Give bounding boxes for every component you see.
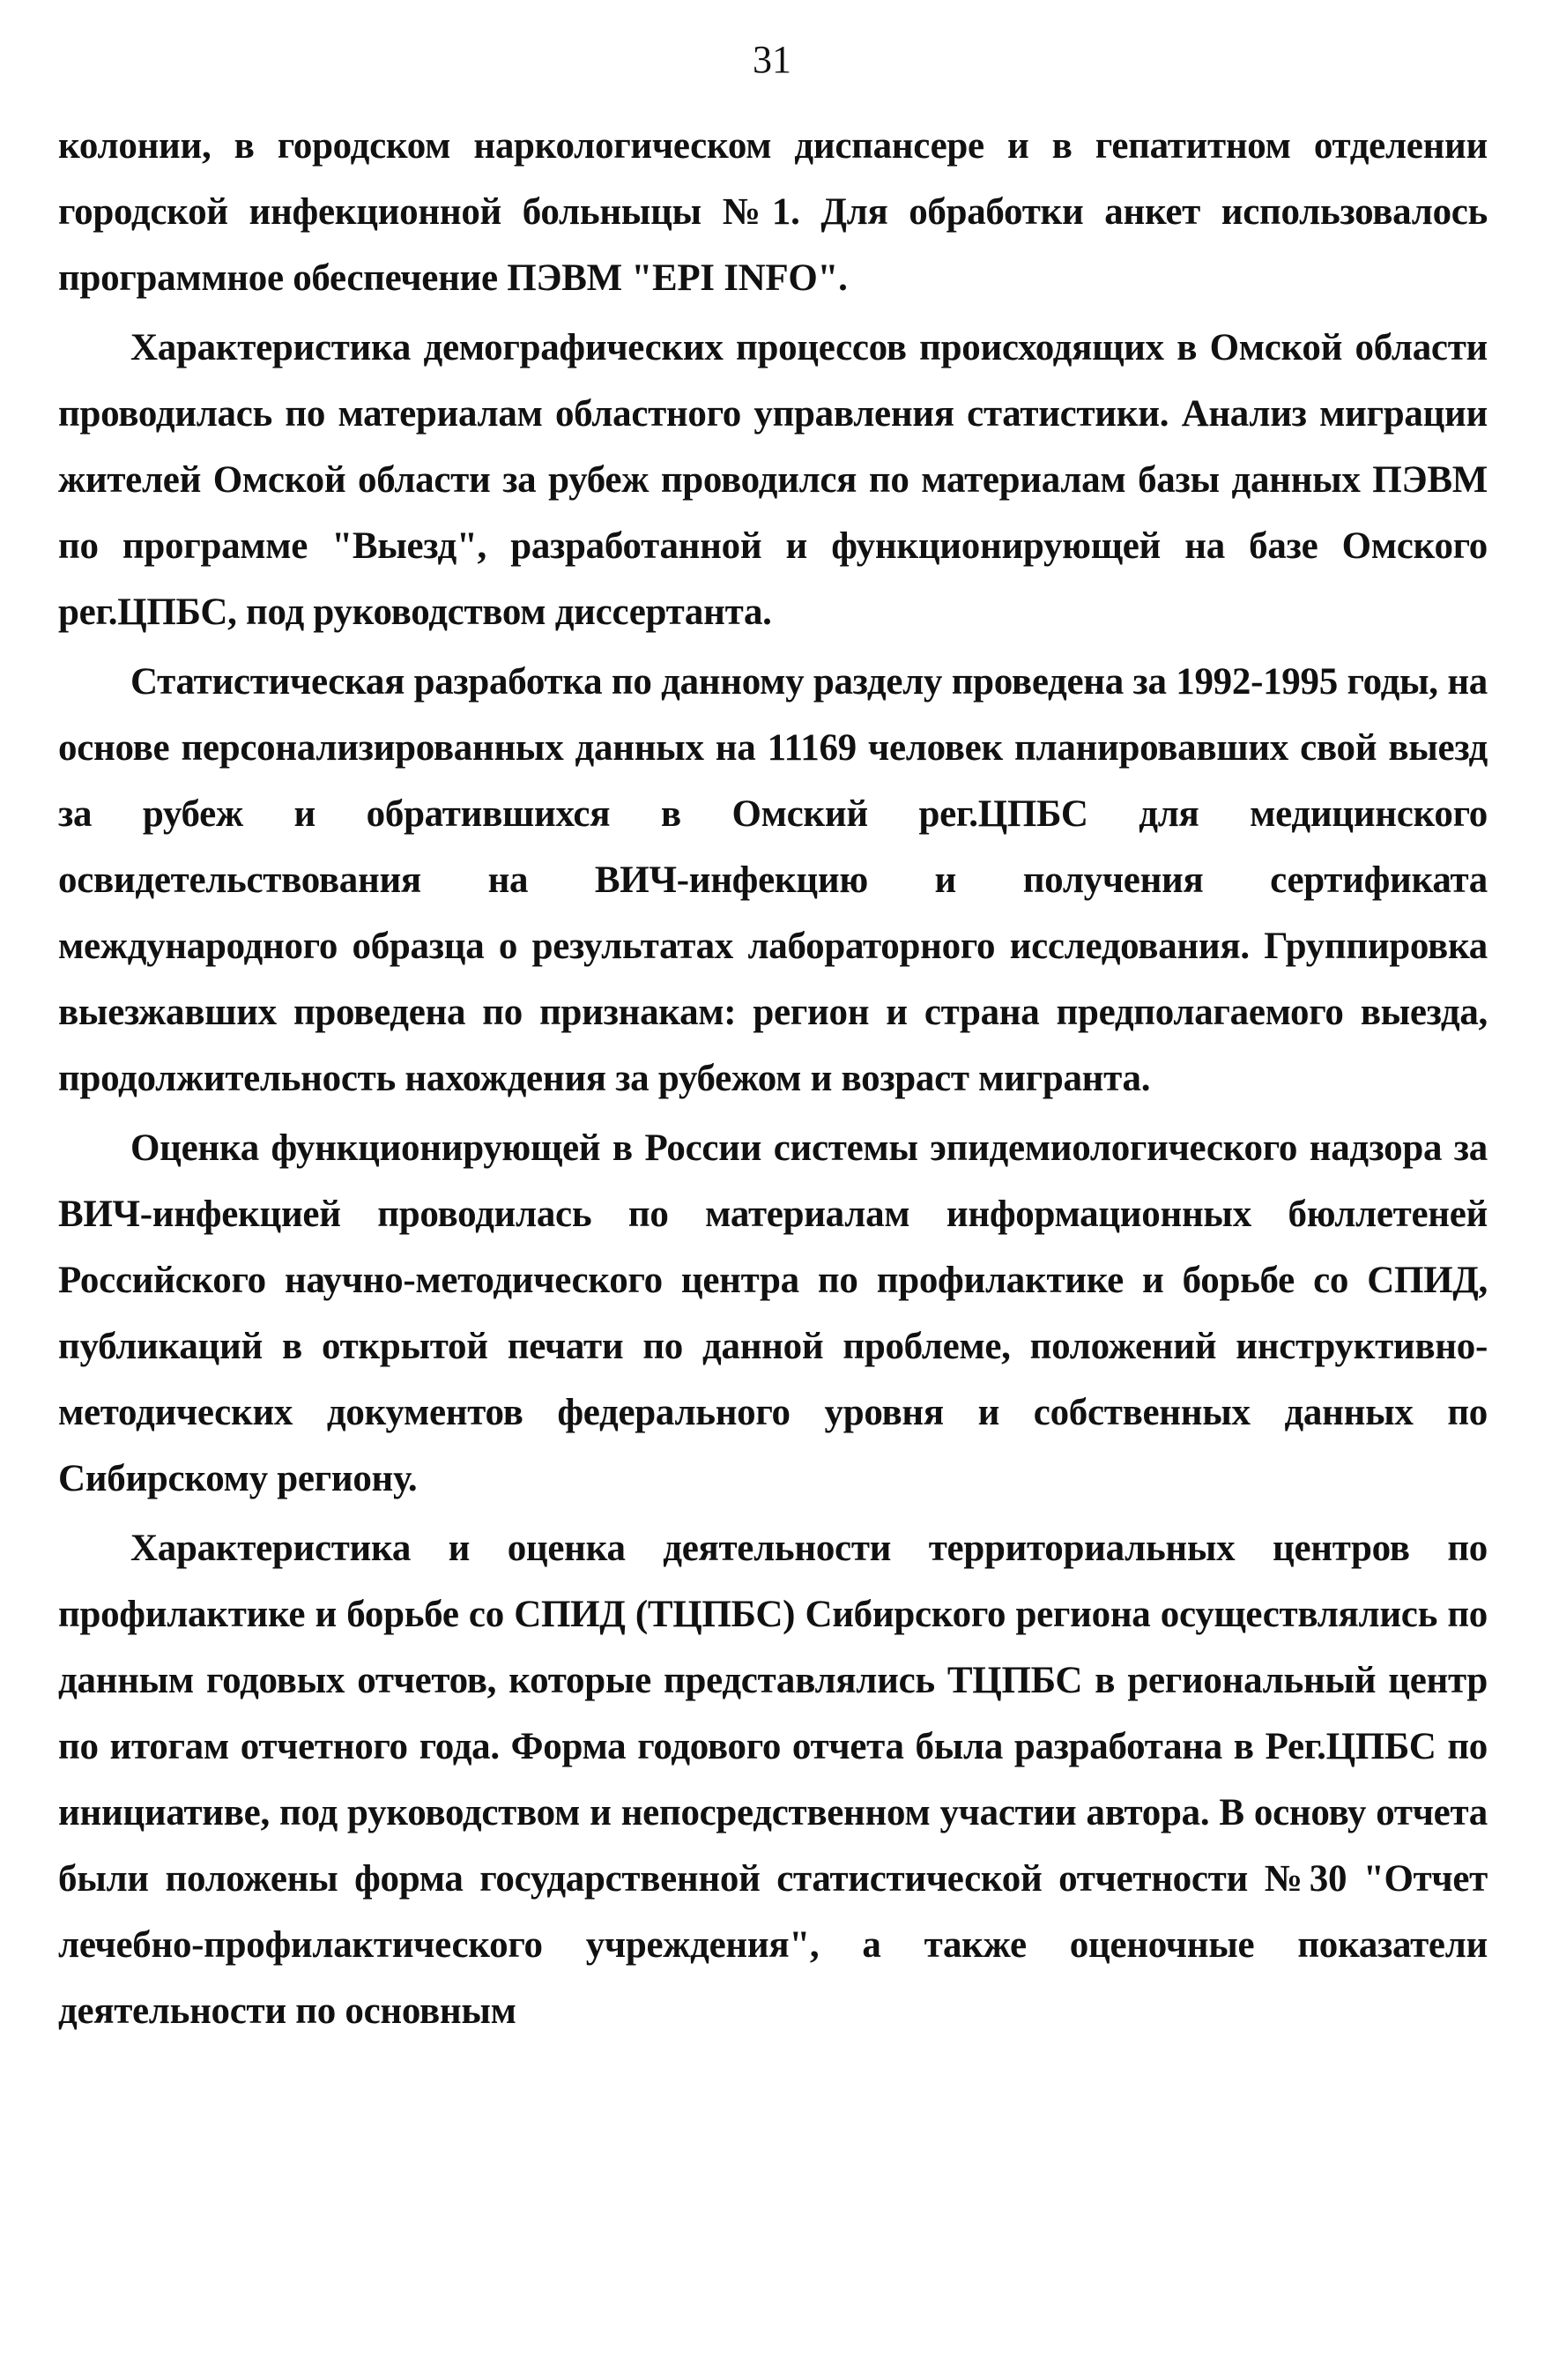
paragraph-2: Характеристика демографических процессов происходящих в Омской области проводилась по материалам областного управления статистики. Анализ миграции жителей Омской области за рубеж проводился по материалам базы данных ПЭВМ по программе "Выезд", разработанной и функционирующей на базе Омского рег.ЦПБС, под руководством диссертанта. [58, 327, 1488, 633]
paragraph-5: Характеристика и оценка деятельности территориальных центров по профилактике и борьбе со СПИД (ТЦПБС) Сибирского региона осуществлялись по данным годовых отчетов, которые представлялись ТЦПБС в региональный центр по итогам отчетного года. Форма годового отчета была разработана в Рег.ЦПБС по инициативе, под руководством и непосредственном участии автора. В основу отчета были положены форма государственной статистической отчетности №30 "Отчет лечебно-профилактического учреждения", а также оценочные показатели деятельности по основным [58, 1528, 1488, 2032]
paragraph-4: Оценка функционирующей в России системы эпидемиологического надзора за ВИЧ-инфекцией проводилась по материалам информационных бюллетеней Российского научно-методического центра по профилактике и борьбе со СПИД, публикаций в открытой печати по данной проблеме, положений инструктивно-методических документов федерального уровня и собственных данных по Сибирскому региону. [58, 1127, 1488, 1499]
paragraph-1: колонии, в городском наркологическом диспансере и в гепатитном отделении городской инфекционной больныцы №1. Для обработки анкет использовалось программное обеспечение ПЭВМ "EPI INFO". [58, 125, 1488, 299]
paragraph-3: Статистическая разработка по данному разделу проведена за 1992-1995 годы, на основе персонализированных данных на 11169 человек планировавших свой выезд за рубеж и обратившихся в Омский рег.ЦПБС для медицинского освидетельствования на ВИЧ-инфекцию и получения сертификата международного образца о результатах лабораторного исследования. Группировка выезжавших проведена по признакам: регион и страна предполагаемого выезда, продолжительность нахождения за рубежом и возраст мигранта. [58, 661, 1488, 1099]
body-text [58, 113, 1488, 2048]
page-number: 31 [753, 38, 791, 81]
